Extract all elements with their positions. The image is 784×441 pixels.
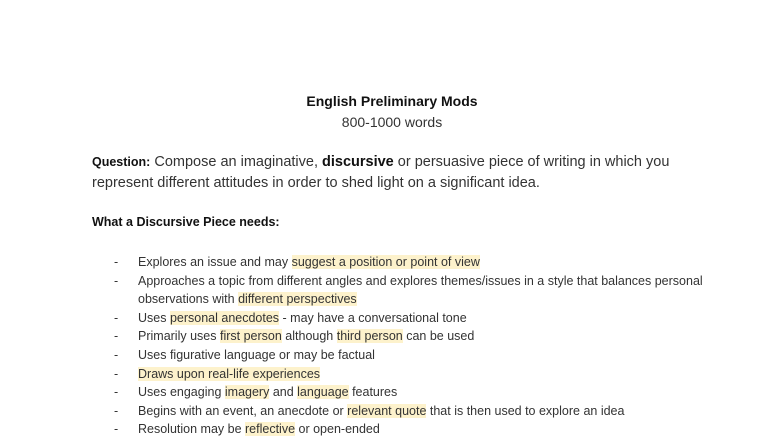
highlighted-text: relevant quote xyxy=(347,403,427,418)
list-item xyxy=(114,253,734,272)
highlighted-text: Draws upon real-life experiences xyxy=(138,366,321,381)
needs-heading: What a Discursive Piece needs: xyxy=(92,215,280,229)
list-item-text: Uses xyxy=(138,310,170,325)
list-item-text: Explores an issue and may xyxy=(138,255,292,269)
bullet-dash: - xyxy=(114,366,119,381)
list-item-text: Begins with an event, an anecdote or xyxy=(138,403,348,418)
question-label: Question: xyxy=(92,155,151,169)
list-item xyxy=(114,346,734,365)
list-item-text: - may have a conversational tone xyxy=(279,310,467,325)
bullet-dash: - xyxy=(114,403,119,418)
list-item-text: features xyxy=(348,385,398,400)
question-paragraph xyxy=(92,152,732,194)
bullet-dash: - xyxy=(114,422,119,437)
list-item xyxy=(114,383,734,402)
question-text-after: or persuasive piece of writing in which you represent different attitudes in order to shed light on a significant idea. xyxy=(92,154,670,191)
bullet-dash: - xyxy=(114,385,119,400)
highlighted-text: reflective xyxy=(245,422,296,437)
list-item-text: Uses figurative language or may be factual xyxy=(138,347,375,362)
bullet-dash: - xyxy=(114,273,119,288)
list-item-text: Resolution may be xyxy=(138,422,246,437)
list-item-text: Approaches a topic from different angles and explores themes/issues in a style that balances personal observations with xyxy=(138,273,703,307)
list-item xyxy=(114,402,734,421)
bullet-dash: - xyxy=(114,255,119,269)
list-item xyxy=(114,420,734,439)
list-item xyxy=(114,272,734,309)
bullet-dash: - xyxy=(114,310,119,325)
highlighted-text: first person xyxy=(219,329,282,344)
document-title: English Preliminary Mods xyxy=(306,93,478,109)
highlighted-text: imagery xyxy=(224,385,270,400)
highlighted-text: different perspectives xyxy=(238,292,357,307)
list-item-text: although xyxy=(281,329,337,344)
needs-list xyxy=(114,253,734,439)
list-item xyxy=(114,365,734,384)
highlighted-text: third person xyxy=(336,329,403,344)
bullet-dash: - xyxy=(114,347,119,362)
bullet-dash: - xyxy=(114,329,119,344)
highlighted-text: suggest a position or point of view xyxy=(291,255,480,269)
question-text-before: Compose an imaginative, xyxy=(150,154,323,170)
list-item xyxy=(114,327,734,346)
highlighted-text: language xyxy=(297,385,349,400)
word-count-subtitle: 800-1000 words xyxy=(341,114,443,130)
list-item-text: Uses engaging xyxy=(138,385,225,400)
list-item-text: that is then used to explore an idea xyxy=(426,403,625,418)
list-item xyxy=(114,309,734,328)
list-item-text: or open-ended xyxy=(295,422,380,437)
highlighted-text: personal anecdotes xyxy=(169,310,280,325)
list-item-text: can be used xyxy=(402,329,475,344)
list-item-text: and xyxy=(269,385,298,400)
question-emphasis: discursive xyxy=(322,154,394,170)
list-item-text: Primarily uses xyxy=(138,329,220,344)
